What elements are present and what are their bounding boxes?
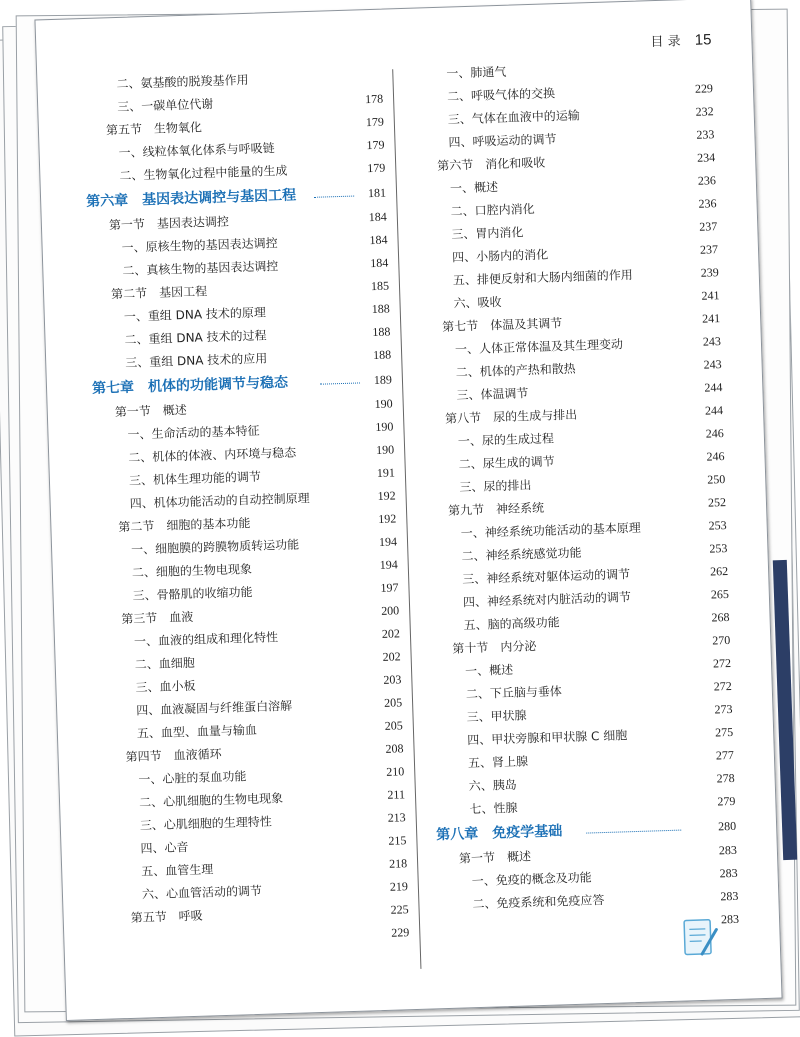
toc-section-title: 第十节 内分泌 [452,635,537,661]
toc-page-number: 246 [705,422,724,446]
toc-item-title: 二、尿生成的调节 [458,450,555,476]
toc-page-number: 208 [385,737,404,761]
toc-page-number: 244 [704,376,723,400]
toc-item-title: 六、胰岛 [468,774,517,798]
toc-page-number: 244 [705,399,724,423]
toc-page-number: 179 [366,134,385,158]
toc-item-title: 二、心肌细胞的生物电现象 [139,787,284,815]
toc-section-title: 第一节 概述 [459,845,532,870]
toc-item-title: 二、机体的体液、内环境与稳态 [128,442,297,470]
toc-item-title: 四、心音 [140,836,189,860]
toc-page-number: 237 [699,215,718,239]
toc-page-number: 202 [382,645,401,669]
toc-page-number: 190 [374,392,393,416]
toc-page-number: 262 [710,560,729,584]
toc-page-number: 211 [387,783,405,807]
toc-page-number: 272 [713,652,732,676]
toc-item-title: 二、血细胞 [134,652,195,677]
toc-page-number: 178 [365,88,384,112]
toc-page-number: 229 [695,77,714,101]
toc-item-title: 一、血液的组成和理化特性 [134,626,279,654]
toc-page-number: 188 [372,320,391,344]
toc-item-title: 一、人体正常体温及其生理变动 [455,333,624,361]
toc-item-title: 五、排便反射和大肠内细菌的作用 [452,264,633,293]
toc-section-title: 第三节 血液 [121,606,194,631]
toc-leader-dots [314,196,354,198]
toc-page-number: 192 [377,484,396,508]
toc-section-title: 第二节 基因工程 [111,280,208,306]
toc-item-title: 二、氨基酸的脱羧基作用 [116,69,249,96]
toc-page-number: 246 [706,445,725,469]
toc-item-title: 一、线粒体氧化体系与呼吸链 [118,137,275,165]
toc-page-number: 239 [700,261,719,285]
toc-page-number: 225 [390,898,409,922]
toc-page-number: 189 [374,366,393,393]
toc-item-title: 二、重组 DNA 技术的过程 [124,324,267,351]
page-header [650,29,712,50]
toc-page-number: 243 [703,330,722,354]
toc-page-number: 273 [714,698,733,722]
toc-item-title: 三、神经系统对躯体运动的调节 [462,563,631,591]
toc-page-number: 268 [711,606,730,630]
toc-item-title: 一、概述 [450,176,499,200]
toc-item-title: 四、小肠内的消化 [452,243,549,269]
toc-item-title: 三、甲状腺 [466,704,527,729]
toc-page-number: 278 [716,767,735,791]
toc-page-number: 279 [717,790,736,814]
toc-page-number: 205 [384,714,403,738]
toc-item-title: 三、气体在血液中的运输 [447,104,580,131]
toc-page-number: 265 [710,583,729,607]
toc-page-number: 237 [700,238,719,262]
toc-item-title: 三、血小板 [135,675,196,700]
toc-page-number: 280 [718,813,737,840]
toc-page-number: 202 [382,622,401,646]
toc-section-title: 第一节 概述 [114,399,187,424]
toc-section-title: 第六节 消化和吸收 [437,152,546,178]
toc-page-number: 243 [703,353,722,377]
toc-page-number: 205 [384,691,403,715]
toc-item-title: 一、重组 DNA 技术的原理 [123,301,266,328]
toc-page-number: 188 [373,343,392,367]
toc-page-number: 197 [380,576,399,600]
toc-page-number: 184 [370,252,389,276]
toc-item-title: 二、细胞的生物电现象 [132,558,253,585]
toc-page-number: 241 [702,307,721,331]
toc-chapter-title: 第八章 免疫学基础 [436,818,563,848]
toc-item-title: 三、心肌细胞的生理特性 [139,810,272,837]
toc-item-title: 一、神经系统功能活动的基本原理 [460,517,641,546]
toc-item-title: 三、骨骼肌的收缩功能 [132,581,253,608]
toc-page-number: 188 [371,297,390,321]
toc-item-title: 一、尿的生成过程 [458,427,555,453]
toc-item-title: 六、心血管活动的调节 [142,880,263,907]
toc-page-number: 179 [367,157,386,181]
toc-page-number: 210 [386,760,405,784]
toc-item-title: 一、免疫的概念及功能 [471,866,592,893]
toc-page-number: 190 [376,438,395,462]
toc-page-number: 253 [708,514,727,538]
toc-page [34,0,782,1021]
toc-leader-dots [320,382,360,384]
toc-page-number: 200 [381,599,400,623]
toc-page-number: 194 [379,530,398,554]
toc-item-title: 三、机体生理功能的调节 [129,466,262,493]
toc-page-number: 272 [713,675,732,699]
toc-chapter-title: 第七章 机体的功能调节与稳态 [92,370,289,402]
toc-page-number: 229 [391,921,410,945]
toc-item-title: 一、心脏的泵血功能 [138,765,247,791]
toc-leader-dots [586,830,681,834]
toc-item-title: 四、血液凝固与纤维蛋白溶解 [136,695,293,723]
toc-page-number: 215 [388,829,407,853]
toc-page-number: 179 [365,111,384,135]
toc-item-title: 一、原核生物的基因表达调控 [121,232,278,260]
toc-chapter-title: 第六章 基因表达调控与基因工程 [86,182,297,215]
toc-item-title: 一、生命活动的基本特征 [127,420,260,447]
toc-item-title: 五、血型、血量与输血 [137,719,258,746]
toc-item-title: 二、真核生物的基因表达调控 [122,255,279,283]
toc-item-title: 二、口腔内消化 [450,198,535,224]
toc-page-number: 236 [698,192,717,216]
toc-item-title: 四、甲状旁腺和甲状腺 C 细胞 [467,724,628,752]
toc-page-number: 236 [697,169,716,193]
notepad-icon [681,915,720,960]
toc-page-number: 191 [377,461,396,485]
header-title: 目 录 [650,34,681,50]
toc-section-title: 第四节 血液循环 [125,743,222,769]
toc-item-title: 三、体温调节 [456,382,529,407]
toc-page-number: 181 [368,180,387,207]
toc-page-number: 218 [389,852,408,876]
toc-item-title: 六、吸收 [453,291,502,315]
toc-page-number: 234 [697,146,716,170]
toc-page-number: 283 [719,839,738,863]
toc-section-title: 第二节 细胞的基本功能 [118,512,251,539]
toc-page-number: 275 [715,721,734,745]
toc-item-title: 二、生物氧化过程中能量的生成 [119,160,288,188]
toc-page-number: 270 [712,629,731,653]
toc-section-title: 第五节 生物氧化 [106,116,203,142]
toc-item-title: 五、肾上腺 [468,750,529,775]
toc-item-title: 四、神经系统对内脏活动的调节 [463,586,632,614]
toc-item-title: 二、下丘脑与垂体 [466,680,563,706]
toc-page-number: 219 [390,875,409,899]
toc-left-column [82,65,409,954]
toc-item-title: 五、脑的高级功能 [463,611,560,637]
toc-item-title: 二、免疫系统和免疫应答 [472,889,605,916]
toc-item-title: 二、呼吸气体的交换 [447,82,556,108]
toc-right-column [412,54,739,940]
toc-section-title: 第九节 神经系统 [448,497,545,523]
toc-page-number: 203 [383,668,402,692]
toc-section-title: 第八节 尿的生成与排出 [445,404,578,431]
toc-item-title: 一、概述 [465,659,514,683]
toc-page-number: 232 [695,100,714,124]
toc-item-title: 一、细胞膜的跨膜物质转运功能 [131,533,300,561]
toc-page-number: 185 [371,275,390,299]
toc-item-title: 一、肺通气 [446,61,507,86]
toc-page-number: 277 [716,744,735,768]
toc-page-number: 194 [379,553,398,577]
toc-page-number: 283 [720,885,739,909]
toc-page-number: 241 [701,284,720,308]
toc-item-title: 七、性腺 [469,797,518,821]
toc-item-title: 四、机体功能活动的自动控制原理 [129,487,310,516]
toc-page-number: 233 [696,123,715,147]
toc-item-title: 五、血管生理 [141,858,214,883]
toc-page-number: 283 [721,908,740,932]
toc-page-number: 283 [719,862,738,886]
toc-item-title: 三、尿的排出 [459,474,532,499]
page-number: 15 [694,31,711,49]
toc-page-number: 250 [707,468,726,492]
toc-item-title: 三、重组 DNA 技术的应用 [125,347,268,374]
toc-item-title: 四、呼吸运动的调节 [448,128,557,154]
toc-item-title: 二、神经系统感觉功能 [461,542,582,569]
toc-page-number: 213 [387,806,406,830]
toc-section-title: 第五节 呼吸 [130,905,203,930]
toc-section-title: 第七节 体温及其调节 [442,312,563,339]
toc-page-number: 184 [368,206,387,230]
toc-page-number: 190 [375,415,394,439]
toc-page-number: 252 [708,491,727,515]
toc-section-title: 第一节 基因表达调控 [109,211,230,238]
toc-item-title: 三、胃内消化 [451,221,524,246]
toc-page-number: 184 [369,229,388,253]
toc-item-title: 二、机体的产热和散热 [455,358,576,385]
toc-page-number: 192 [378,507,397,531]
toc-page-number: 253 [709,537,728,561]
toc-item-title: 三、一碳单位代谢 [117,93,214,119]
